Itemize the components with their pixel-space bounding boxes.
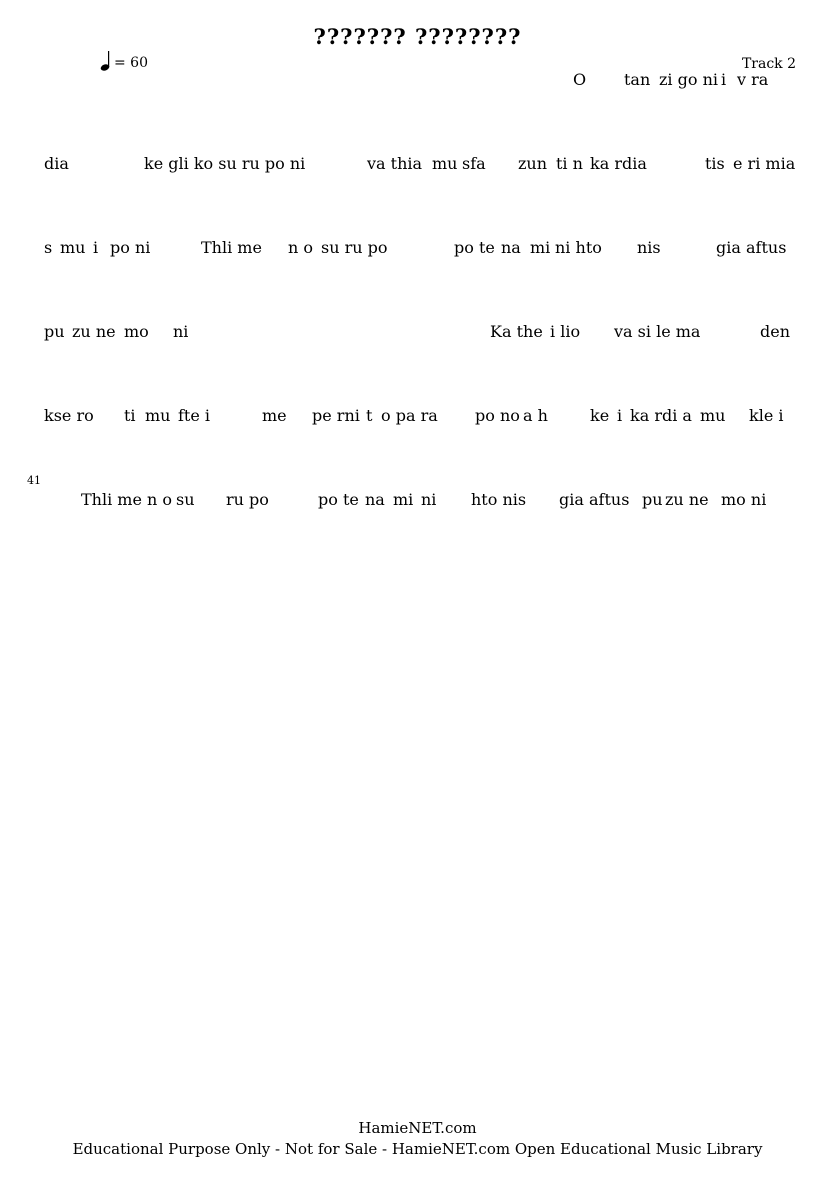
lyric-syllable: ka rdia	[590, 154, 647, 173]
lyric-syllable: ke	[590, 406, 610, 425]
lyric-syllable: mu	[145, 406, 171, 425]
lyric-syllable: su	[176, 490, 195, 509]
lyric-syllable: mo ni	[721, 490, 767, 509]
lyric-syllable: zu ne	[72, 322, 116, 341]
lyric-syllable: tis	[705, 154, 725, 173]
quarter-note-icon	[100, 50, 112, 72]
lyric-syllable: tan	[624, 70, 651, 89]
lyric-syllable: na	[501, 238, 521, 257]
lyric-syllable: i lio	[550, 322, 581, 341]
lyric-syllable: pu	[642, 490, 663, 509]
lyric-syllable: mi	[530, 238, 551, 257]
lyric-syllable: gia	[716, 238, 741, 257]
lyric-syllable: po te	[454, 238, 495, 257]
lyric-syllable: nis	[637, 238, 661, 257]
lyric-syllable: va thia	[367, 154, 423, 173]
lyric-syllable: ka rdi a	[630, 406, 692, 425]
lyric-syllable: su ru po	[321, 238, 388, 257]
lyric-syllable: Thli me n o	[81, 490, 173, 509]
lyric-syllable: mo	[124, 322, 149, 341]
lyric-syllable: gia	[559, 490, 584, 509]
lyric-syllable: den	[760, 322, 791, 341]
lyric-syllable: a h	[523, 406, 548, 425]
lyric-syllable: v ra	[737, 70, 769, 89]
lyric-syllable: i	[93, 238, 99, 257]
lyric-syllable: ni	[421, 490, 437, 509]
lyric-syllable: Ka the	[490, 322, 543, 341]
tempo-marking	[100, 50, 148, 72]
score-title: ??????? ????????	[313, 24, 522, 49]
lyric-syllable: e ri mia	[733, 154, 796, 173]
lyric-syllable: va si le ma	[614, 322, 701, 341]
lyric-syllable: na	[365, 490, 385, 509]
lyric-syllable: kse ro	[44, 406, 94, 425]
lyric-syllable: ti n	[556, 154, 583, 173]
lyric-syllable: me	[262, 406, 287, 425]
lyric-syllable: t	[366, 406, 373, 425]
lyric-syllable: ke gli ko su ru po ni	[144, 154, 306, 173]
lyric-syllable: i	[721, 70, 727, 89]
lyric-syllable: ni	[173, 322, 189, 341]
lyric-syllable: po te	[318, 490, 359, 509]
lyric-syllable: pu	[44, 322, 65, 341]
lyric-syllable: mu	[700, 406, 726, 425]
measure-number: 41	[27, 474, 41, 487]
lyric-syllable: sfa	[462, 154, 486, 173]
lyric-syllable: s	[44, 238, 53, 257]
lyric-syllable: mu	[60, 238, 86, 257]
lyric-syllable: zun	[518, 154, 548, 173]
lyric-syllable: mu	[432, 154, 458, 173]
lyric-syllable: mi	[393, 490, 414, 509]
lyric-syllable: pe rni	[312, 406, 360, 425]
lyric-syllable: ti	[124, 406, 136, 425]
lyric-syllable: ru po	[226, 490, 269, 509]
lyric-syllable: po ni	[110, 238, 151, 257]
lyric-syllable: Thli me	[201, 238, 262, 257]
lyric-syllable: zu ne	[665, 490, 709, 509]
tempo-value: = 60	[114, 55, 148, 71]
lyric-syllable: ni hto	[555, 238, 602, 257]
lyric-syllable: aftus	[746, 238, 787, 257]
footer-site: HamieNET.com	[358, 1119, 477, 1137]
lyric-syllable: aftus	[589, 490, 630, 509]
lyric-syllable: kle i	[749, 406, 784, 425]
track-label: Track 2	[741, 56, 796, 72]
lyric-syllable: zi go ni	[659, 70, 719, 89]
lyric-syllable: O	[573, 70, 587, 89]
footer-notice: Educational Purpose Only - Not for Sale - HamieNET.com Open Educational Music Library	[72, 1140, 763, 1158]
lyric-syllable: i	[617, 406, 623, 425]
lyric-syllable: o pa ra	[381, 406, 438, 425]
lyric-syllable: fte i	[178, 406, 211, 425]
lyric-syllable: hto nis	[471, 490, 527, 509]
lyric-syllable: n o	[288, 238, 314, 257]
lyric-syllable: dia	[44, 154, 69, 173]
lyric-syllable: po no	[475, 406, 520, 425]
